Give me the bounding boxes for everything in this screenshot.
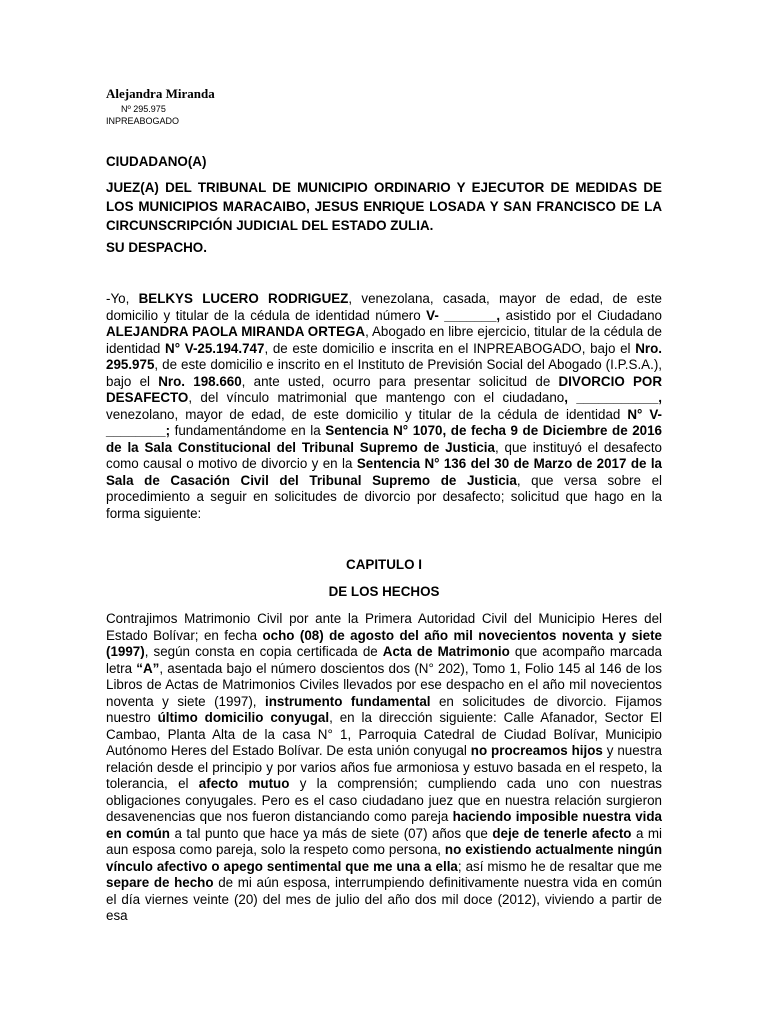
bold-text-segment: Nro. 295.975 <box>106 340 663 372</box>
attorney-number: Nº 295.975 <box>121 104 166 114</box>
text-segment: , ante usted, ocurro para presentar solicitud de <box>241 373 559 389</box>
text-segment: que acompaño marcada letra <box>106 644 663 676</box>
text-segment: a mi aun esposa como pareja, solo la respeto como persona, <box>106 825 662 857</box>
text-segment: venezolano, mayor de edad, de este domicilio y titular de la cédula de identidad <box>106 406 628 422</box>
bold-text-segment: Nro. 198.660 <box>158 373 242 389</box>
text-segment: , de este domicilio e inscrita en el INPREABOGADO, bajo el <box>264 340 636 356</box>
bold-text-segment: ALEJANDRA PAOLA MIRANDA ORTEGA <box>106 324 366 339</box>
text-segment: , de este domicilio e inscrito en el Instituto de Previsión Social del Abogado (I.P.S.A.), bajo el <box>106 357 662 389</box>
text-segment: y nuestra relación desde el principio y por varios años fue armoniosa y estuvo basada en el respeto, la tolerancia, el <box>106 743 662 791</box>
bold-text-segment: N° V-25.194.747 <box>165 340 265 356</box>
chapter-subtitle: DE LOS HECHOS <box>328 584 440 599</box>
facts-paragraph <box>106 611 662 925</box>
text-segment: asistido por el Ciudadano <box>500 307 662 323</box>
bold-text-segment: afecto mutuo <box>198 776 290 791</box>
bold-text-segment: “A” <box>136 660 160 676</box>
bold-text-segment: BELKYS LUCERO RODRIGUEZ <box>138 291 349 306</box>
addressee-salutation: CIUDADANO(A) <box>106 154 207 169</box>
text-segment: , según consta en copia certificada de <box>144 644 383 659</box>
text-segment: , venezolana, casada, mayor de edad, de este domicilio y titular de la cédula de identidad número <box>106 291 662 323</box>
bold-text-segment: haciendo imposible nuestra vida en común <box>106 809 663 841</box>
chapter-title: CAPITULO I <box>346 557 422 572</box>
text-segment: fundamentándome en la <box>170 423 326 438</box>
text-segment: , que versa sobre el procedimiento a seguir en solicitudes de divorcio por desafecto; solicitud que hago en la forma siguiente: <box>106 472 662 521</box>
attorney-org: INPREABOGADO <box>106 116 180 126</box>
bold-text-segment: instrumento fundamental <box>265 693 431 709</box>
text-segment: , que instituyó el desafecto como causal o motivo de divorcio y en la <box>106 439 662 471</box>
text-segment: ; así mismo he de resaltar que me <box>457 858 662 874</box>
bold-text-segment: V- _______, <box>426 307 501 323</box>
addressee-court: JUEZ(A) DEL TRIBUNAL DE MUNICIPIO ORDINARIO Y EJECUTOR DE MEDIDAS DE LOS MUNICIPIOS MARACAIBO, JESUS ENRIQUE LOSADA Y SAN FRANCISCO DE LA CIRCUNSCRIPCIÓN JUDICIAL DEL ESTADO ZULIA. <box>106 180 662 233</box>
bold-text-segment: DIVORCIO POR DESAFECTO <box>106 373 662 405</box>
text-segment: , asentada bajo el número doscientos dos (N° 202), Tomo 1, Folio 145 al 146 de los Libros de Actas de Matrimonios Civiles llevados por ese despacho en el año mil novecientos noventa y siete (1997), <box>106 660 662 709</box>
attorney-name: Alejandra Miranda <box>106 86 215 101</box>
bold-text-segment: no procreamos hijos <box>470 743 603 758</box>
intro-paragraph <box>106 291 662 522</box>
text-segment: y la comprensión; cumpliendo cada uno con nuestras obligaciones conyugales. Pero es el caso ciudadano juez que en nuestra relación surgieron desavenencias que nos fueron distanciando como pareja <box>106 776 662 824</box>
addressee-office: SU DESPACHO. <box>106 240 207 255</box>
text-segment: , Abogado en libre ejercicio, titular de la cédula de identidad <box>106 324 662 356</box>
text-segment: en solicitudes de divorcio. Fijamos nuestro <box>106 693 662 725</box>
text-segment: Contrajimos Matrimonio Civil por ante la Primera Autoridad Civil del Municipio Heres del Estado Bolívar; en fecha <box>106 611 662 643</box>
text-segment: a tal punto que hace ya más de siete (07) años que <box>169 825 493 841</box>
text-segment: , del vínculo matrimonial que mantengo con el ciudadano <box>188 390 565 405</box>
bold-text-segment: no existiendo actualmente ningún vínculo afectivo o apego sentimental que me una a ella <box>106 842 662 874</box>
text-segment: -Yo, <box>106 291 139 306</box>
bold-text-segment: ocho (08) de agosto del año mil novecientos noventa y siete (1997) <box>106 627 662 659</box>
text-segment: de mi aún esposa, interrumpiendo definitivamente nuestra vida en común el día viernes veinte (20) del mes de julio del año dos mil doce (2012), viviendo a partir de esa <box>106 875 663 923</box>
text-segment: , en la dirección siguiente: Calle Afanador, Sector El Cambao, Planta Alta de la casa N° 1, Parroquia Catedral de Ciudad Bolívar, Municipio Autónomo Heres del Estado Bolívar. De esta unión conyugal <box>106 710 662 758</box>
bold-text-segment: Acta de Matrimonio <box>382 644 510 659</box>
bold-text-segment: Sentencia N° 136 del 30 de Marzo de 2017 de la Sala de Casación Civil del Tribunal Supremo de Justicia <box>106 456 662 488</box>
bold-text-segment: separe de hecho <box>106 875 214 890</box>
bold-text-segment: Sentencia N° 1070, de fecha 9 de Diciembre de 2016 de la Sala Constitucional del Tribunal Supremo de Justicia <box>106 423 663 455</box>
bold-text-segment: deje de tenerle afecto <box>492 825 632 841</box>
bold-text-segment: N° V- ________; <box>106 406 663 438</box>
bold-text-segment: , ___________, <box>564 390 662 405</box>
bold-text-segment: último domicilio conyugal <box>157 710 330 725</box>
